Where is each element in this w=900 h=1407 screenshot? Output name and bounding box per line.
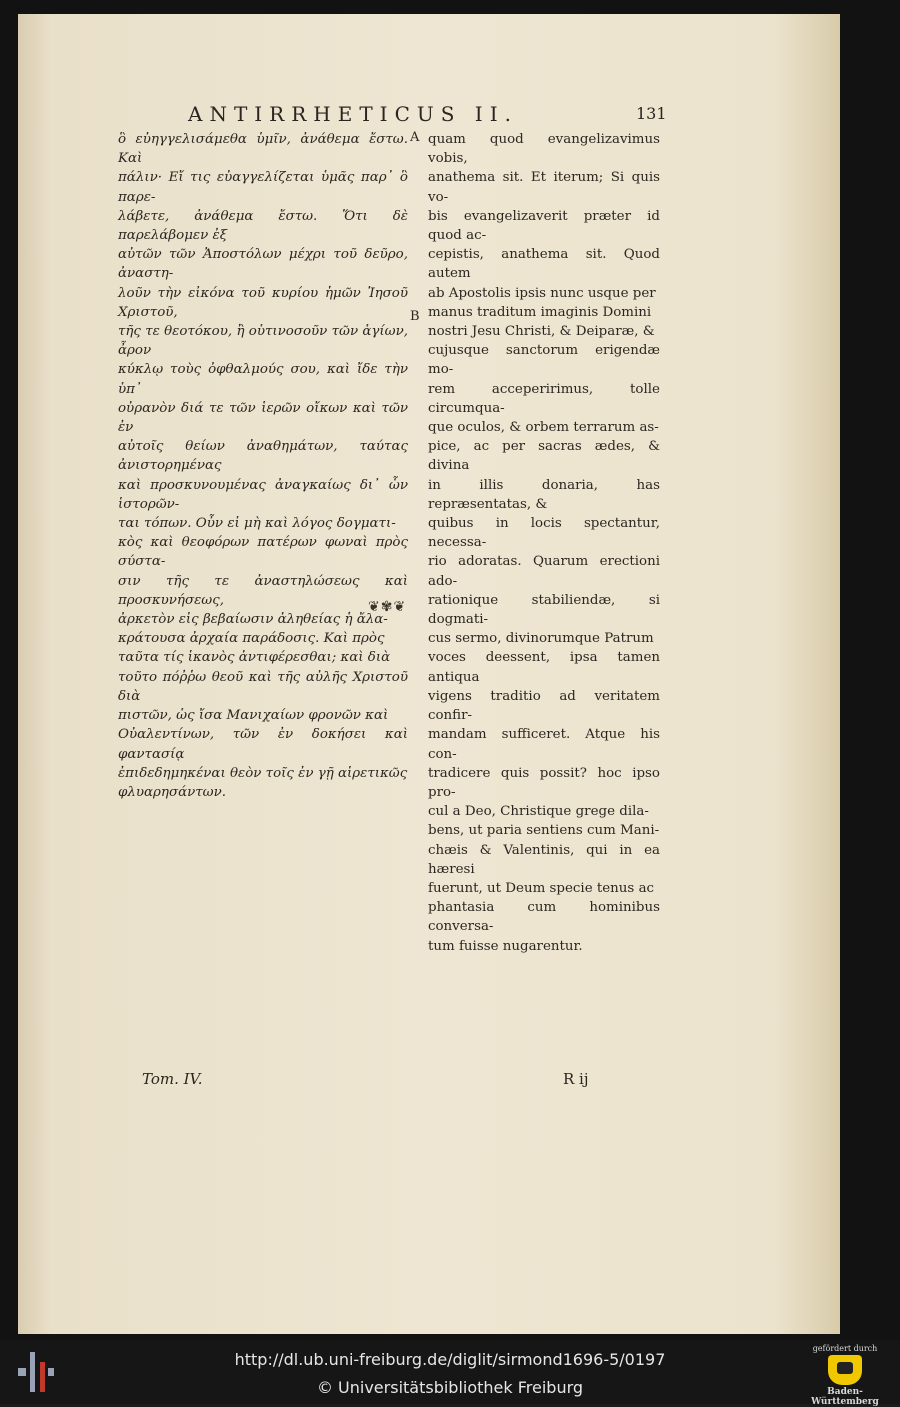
latin-text-line: manus traditum imaginis Domini bbox=[428, 304, 652, 320]
latin-text-line: quibus in locis spectantur, necessa- bbox=[428, 516, 660, 551]
funder-label: gefördert durch bbox=[812, 1344, 878, 1353]
running-head: ANTIRRHETICUS II. bbox=[188, 102, 518, 126]
greek-text-line: σιν τῆς τε ἀναστηλώσεως καὶ προσκυνήσεως, bbox=[118, 573, 408, 608]
funder-name: Baden-Württemberg bbox=[811, 1387, 879, 1407]
greek-text-line: αὐτοῖς θείων ἀναθημάτων, ταύτας ἀνιστορημένας bbox=[118, 439, 408, 474]
latin-text-line: bens, ut paria sentiens cum Mani- bbox=[428, 823, 660, 839]
latin-text-line: rio adoratas. Quarum erectioni ado- bbox=[428, 554, 660, 589]
latin-text-line: voces deessent, ipsa tamen antiqua bbox=[428, 650, 660, 685]
greek-text-line: ται τόπων. Οὖν εἰ μὴ καὶ λόγος δογματι- bbox=[118, 516, 396, 532]
greek-text-line: ταῦτα τίς ἱκανὸς ἀντιφέρεσθαι; καὶ διὰ bbox=[118, 650, 391, 666]
latin-column bbox=[428, 130, 660, 956]
greek-text-line: ἀρκετὸν εἰς βεβαίωσιν ἀληθείας ἡ ἄλα- bbox=[118, 612, 388, 628]
greek-text-line: πιστῶν, ὡς ἴσα Μανιχαίων φρονῶν καὶ bbox=[118, 708, 389, 724]
margin-letter-b: B bbox=[410, 309, 420, 324]
greek-text-line: οὐρανὸν διά τε τῶν ἱερῶν οἴκων καὶ τῶν ἐν bbox=[118, 400, 408, 436]
latin-text-line: bis evangelizaverit præter id quod ac- bbox=[428, 208, 660, 244]
greek-column bbox=[118, 130, 408, 802]
greek-text-line: καὶ προσκυνουμένας ἀναγκαίως δι᾽ ὧν ἱστορῶν- bbox=[118, 477, 408, 512]
volume-signature: Tom. IV. bbox=[142, 1070, 203, 1088]
latin-text-line: tum fuisse nugarentur. bbox=[428, 938, 583, 954]
permalink-url[interactable]: http://dl.ub.uni-freiburg.de/diglit/sirmond1696-5/0197 bbox=[234, 1350, 666, 1369]
latin-text-line: in illis donaria, has repræsentatas, & bbox=[428, 477, 660, 512]
latin-text-line: rem acceperirimus, tolle circumqua- bbox=[428, 381, 660, 416]
latin-text-line: ab Apostolis ipsis nunc usque per bbox=[428, 285, 656, 301]
greek-text-line: κὸς καὶ θεοφόρων πατέρων φωναὶ πρὸς σύστα- bbox=[118, 535, 408, 570]
margin-letter-a: A bbox=[410, 130, 420, 145]
ornament: ❦✾❦ bbox=[368, 599, 407, 615]
latin-text-line: rationique stabiliendæ, si dogmati- bbox=[428, 592, 660, 628]
latin-text-line: cepistis, anathema sit. Quod autem bbox=[428, 247, 660, 282]
coat-of-arms-icon bbox=[828, 1355, 862, 1385]
greek-text-line: ὃ εὐηγγελισάμεθα ὑμῖν, ἀνάθεμα ἔστω. Καὶ bbox=[118, 132, 408, 167]
latin-text-line: pice, ac per sacras ædes, & divina bbox=[428, 439, 660, 474]
book-page bbox=[18, 14, 840, 1334]
greek-text-line: λάβετε, ἀνάθεμα ἔστω. Ὅτι δὲ παρελάβομεν ἐξ bbox=[118, 208, 408, 244]
latin-text-line: quam quod evangelizavimus vobis, bbox=[428, 132, 660, 167]
latin-text-line: mandam sufficeret. Atque his con- bbox=[428, 727, 660, 762]
latin-text-line: cus sermo, divinorumque Patrum bbox=[428, 631, 654, 647]
viewer-footer bbox=[0, 1340, 900, 1407]
greek-text-line: Οὐαλεντίνων, τῶν ἐν δοκήσει καὶ φαντασίᾳ bbox=[118, 727, 408, 762]
latin-text-line: vigens traditio ad veritatem confir- bbox=[428, 688, 660, 724]
gathering-signature: R ij bbox=[563, 1070, 589, 1088]
page-number: 131 bbox=[636, 104, 667, 123]
latin-text-line: fuerunt, ut Deum specie tenus ac bbox=[428, 880, 655, 896]
greek-text-line: αὐτῶν τῶν Ἀποστόλων μέχρι τοῦ δεῦρο, ἀναστη- bbox=[118, 247, 408, 282]
copyright-notice: © Universitätsbibliothek Freiburg bbox=[316, 1378, 584, 1397]
greek-text-line: τοῦτο πόῤῥω θεοῦ καὶ τῆς αὐλῆς Χριστοῦ διὰ bbox=[118, 669, 408, 704]
latin-text-line: que oculos, & orbem terrarum as- bbox=[428, 420, 659, 436]
latin-text-line: anathema sit. Et iterum; Si quis vo- bbox=[428, 170, 660, 205]
funder-badge bbox=[800, 1344, 890, 1407]
greek-text-line: κράτουσα ἀρχαία παράδοσις. Καὶ πρὸς bbox=[118, 631, 385, 647]
greek-text-line: φλυαρησάντων. bbox=[118, 784, 226, 800]
greek-text-line: λοῦν τὴν εἰκόνα τοῦ κυρίου ἡμῶν Ἰησοῦ Χριστοῦ, bbox=[118, 285, 408, 320]
latin-text-line: nostri Jesu Christi, & Deiparæ, & bbox=[428, 324, 655, 340]
greek-text-line: ἐπιδεδημηκέναι θεὸν τοῖς ἐν γῇ αἱρετικῶς bbox=[118, 765, 408, 781]
latin-text-line: tradicere quis possit? hoc ipso pro- bbox=[428, 765, 660, 800]
latin-text-line: chæis & Valentinis, qui in ea hæresi bbox=[428, 842, 660, 877]
latin-text-line: cul a Deo, Christique grege dila- bbox=[428, 804, 649, 820]
greek-text-line: τῆς τε θεοτόκου, ἢ οὑτινοσοῦν τῶν ἁγίων, ἆρον bbox=[118, 324, 408, 359]
latin-text-line: phantasia cum hominibus conversa- bbox=[428, 900, 660, 935]
greek-text-line: κύκλῳ τοὺς ὀφθαλμούς σου, καὶ ἴδε τὴν ὑπ᾽ bbox=[118, 362, 408, 397]
latin-text-line: cujusque sanctorum erigendæ mo- bbox=[428, 343, 660, 378]
greek-text-line: πάλιν· Εἴ τις εὐαγγελίζεται ὑμᾶς παρ᾽ ὃ παρε- bbox=[118, 170, 408, 205]
